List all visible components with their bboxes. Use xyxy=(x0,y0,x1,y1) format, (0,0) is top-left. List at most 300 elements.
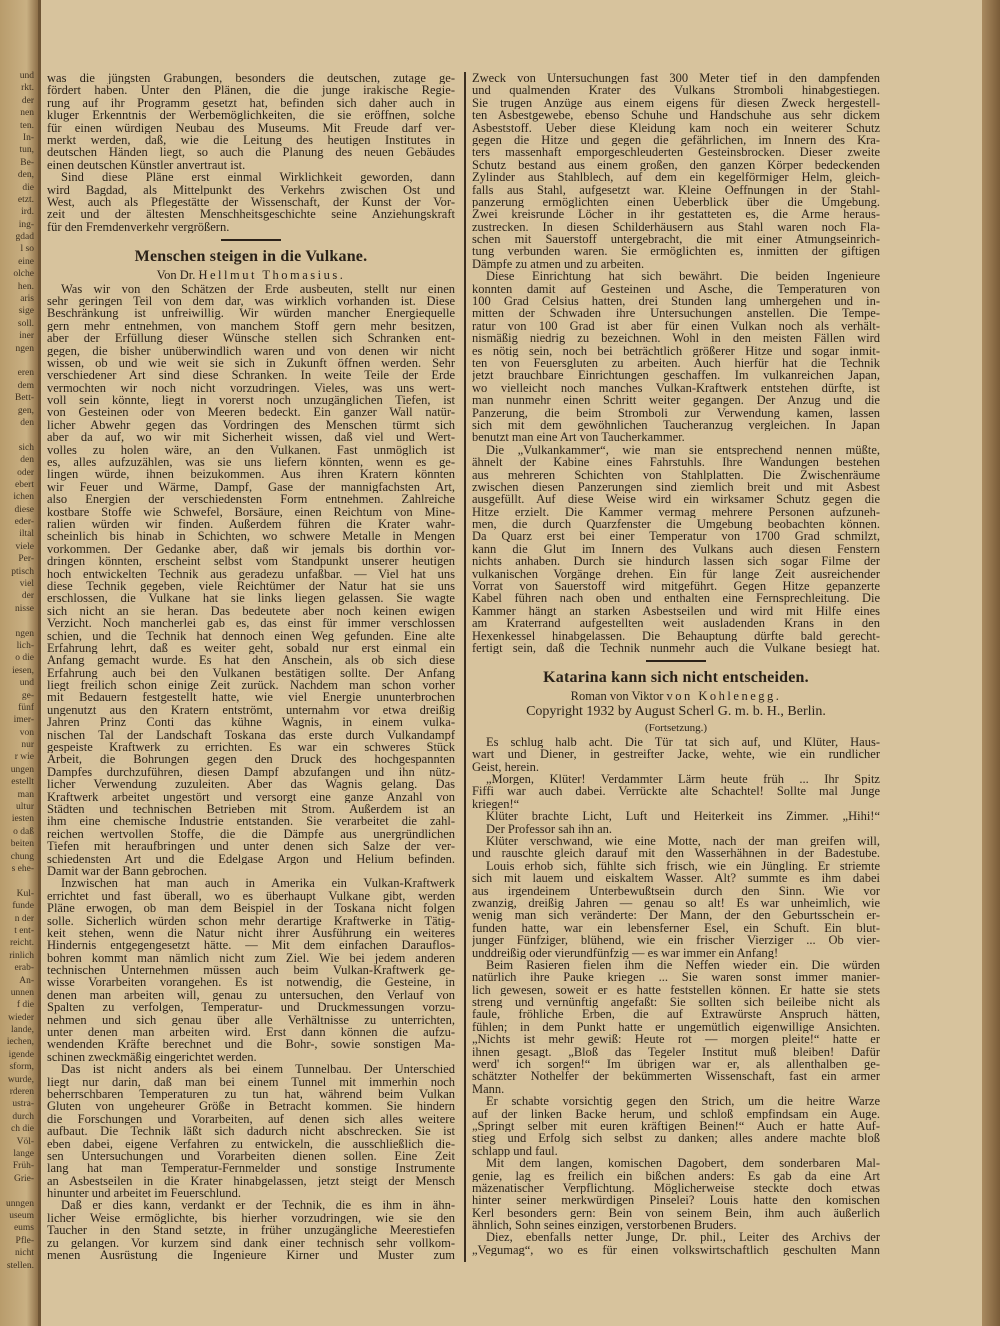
text-line: tung verbunden waren. Sie ermöglichten es, inmitten der giftigen xyxy=(472,245,880,258)
paragraph xyxy=(472,835,880,860)
text-fragment: ptisch xyxy=(11,566,34,577)
text-fragment: ngen xyxy=(15,628,34,639)
text-fragment: An- xyxy=(19,975,34,986)
text-fragment: chung xyxy=(10,851,34,862)
text-line: Tiefen mit heraufbringen und unter denen sich Salze der ver- xyxy=(47,840,455,853)
text-fragment: s ehe- xyxy=(11,864,34,874)
text-fragment: man xyxy=(17,789,34,800)
text-line: Jahren Prinz Conti das kühne Wagnis, in einem vulka- xyxy=(47,716,455,729)
paragraph xyxy=(47,1199,455,1261)
text-line: Pläne erwogen, ob man dem Beispiel in der Toskana nicht folgen xyxy=(47,902,455,915)
continuation-note: (Fortsetzung.) xyxy=(644,721,707,734)
text-line: gespeiste Kraftwerk zu errichten. Es war ein schweres Stück xyxy=(47,741,455,754)
text-line: Städten und technischen Betrieben mit Strom. Außerdem ist an xyxy=(47,802,455,816)
text-fragment: funde xyxy=(12,901,34,912)
text-fragment: den, xyxy=(17,170,34,181)
text-fragment: nur xyxy=(21,740,34,751)
left-column xyxy=(47,72,455,1261)
text-line: „Springt selber mit euren kräftigen Beinen!“ Auch er hatte Auf- xyxy=(472,1119,880,1133)
text-line: Hexenkessel hinabgelassen. Die Behauptung dürfte bald gerecht- xyxy=(472,629,880,642)
text-line: Diese Einrichtung hat sich bewährt. Die beiden Ingenieure xyxy=(486,270,880,283)
text-line: Die „Vulkankammer“, wie man sie entsprechend nennen müßte, xyxy=(486,443,880,457)
text-line: Klüter brachte Licht, Luft und Heiterkeit ins Zimmer. „Hihi!“ xyxy=(486,810,880,823)
text-fragment: Kul- xyxy=(16,888,34,899)
text-fragment: eine xyxy=(18,256,34,267)
text-fragment: n der xyxy=(14,913,34,924)
text-line: unter denen man arbeiten wird. Erst dann können die aufzu- xyxy=(47,1026,455,1039)
author-name: Hellmut Thomasius. xyxy=(198,267,346,282)
text-line: werd' ich sorgen!“ Im übrigen war er, als allenthalben ge- xyxy=(472,1058,880,1071)
text-line: und rauschte gleich darauf mit den Wasserhähnen in der Badestube. xyxy=(472,847,880,860)
text-fragment: Pfle- xyxy=(15,1235,34,1246)
text-fragment xyxy=(0,355,34,367)
text-fragment: rinlich xyxy=(9,950,34,961)
text-line: lich gewesen, soweit er es hatte feststellen können. Er hatte sie stets xyxy=(472,983,880,997)
text-line: schiedensten Art und die Edelgase Argon und Helium befinden. xyxy=(47,852,455,865)
text-fragment: igende xyxy=(8,1049,34,1060)
text-line: wart und Diener, in gestreifter Jacke, wehte, wie ein rundlicher xyxy=(472,748,880,761)
text-line: faule, fröhliche Erben, die auf Extrawürste Anspruch hätten, xyxy=(472,1008,880,1021)
paragraph xyxy=(472,810,880,822)
text-line: scheinlich bis hinab in Schichten, wo schwere Metalle in Mengen xyxy=(47,530,455,543)
text-fragment: lange xyxy=(13,1148,34,1159)
text-line: dringen könnten, erscheint selbst vom Standpunkt unserer heutigen xyxy=(47,555,455,568)
text-line: Mit dem langen, komischen Dagobert, dem sonderbaren Mal- xyxy=(486,1157,880,1170)
text-line: Panzerung, die beim Stromboli zur Verwendung kamen, lassen xyxy=(472,406,880,419)
text-fragment: iechen, xyxy=(6,1037,34,1048)
text-line: Beschränkung ist unfreiwillig. Wir würden mancher Energiequelle xyxy=(47,307,455,320)
text-fragment: beiten xyxy=(10,839,34,850)
text-fragment: iesten xyxy=(11,814,34,825)
article-byline xyxy=(47,268,455,283)
text-line: konnten damit auf Gesteinen und Asche, die Temperaturen von xyxy=(472,282,880,296)
text-line: Dampfes durchzuführen, diesen Dampf abzufangen und ihn nütz- xyxy=(47,765,455,779)
text-fragment: iner xyxy=(19,331,34,342)
text-fragment: ten. xyxy=(20,120,34,131)
text-line: Der Professor sah ihn an. xyxy=(486,822,613,835)
text-line: Erfahrung auch bei den Vulkanen bestätigen sollte. Der Anfang xyxy=(47,666,455,680)
text-line: Asbeststoff. Ueber diese Kleidung kam noch ein weiterer Schutz xyxy=(472,121,880,134)
text-line: ten Asbestgewebe, ebenso Schuhe und Handschuhe aus sehr dickem xyxy=(472,109,880,122)
paragraph xyxy=(472,270,880,443)
text-line: ters massenhaft emporgeschleuderten Gesteinsbrocken. Dieser zweite xyxy=(472,146,880,159)
text-fragment: wieder xyxy=(8,1012,34,1023)
text-line: licher Weise ermöglichte, bis hierher vorzudringen, wie sie den xyxy=(47,1211,455,1225)
text-line: einen deutschen Künstler anvertraut ist. xyxy=(47,158,246,172)
text-line: Beim Rasieren fielen ihm die Neffen wieder ein. Die würden xyxy=(486,958,880,972)
text-line: ausgefüllt. Auf diese Weise wird ein wirksamer Schutz gegen die xyxy=(472,493,880,506)
text-line: Es schlug halb acht. Die Tür tat sich auf, und Klüter, Haus- xyxy=(486,735,880,749)
text-fragment: Per- xyxy=(18,554,34,565)
text-line: Schutz bestand aus einem großen, den ganzen Körper bedeckenden xyxy=(472,158,880,172)
text-line: Spalten zu verfolgen, Temperatur- und Druckmessungen vorzu- xyxy=(47,1001,455,1014)
text-fragment: der xyxy=(21,95,34,106)
text-fragment: fünf xyxy=(18,702,34,713)
text-line: wir Feuer und Wärme, Dampf, Gase der mannigfachsten Art, xyxy=(47,480,455,494)
text-line: die Forschungen und Vorarbeiten, auf denen sich alles weitere xyxy=(47,1112,455,1126)
byline-prefix: Roman von Viktor xyxy=(570,688,664,703)
text-fragment: den xyxy=(20,417,34,428)
text-line: hinunter und arbeitet im Feuerschlund. xyxy=(47,1187,242,1200)
text-line: Kabel führen nach oben und enthalten eine Fernsprechleitung. Die xyxy=(472,592,880,605)
text-fragment: durch xyxy=(12,1111,34,1122)
text-fragment: t ent- xyxy=(14,925,34,936)
paragraph xyxy=(472,736,880,773)
text-fragment: sform, xyxy=(9,1062,34,1073)
text-line: Anfang gemacht wurde. Es hat den Anschein, als ob sich diese xyxy=(47,654,455,667)
text-line: Inzwischen hat man auch in Amerika ein Vulkan-Kraftwerk xyxy=(61,877,455,890)
text-fragment: von xyxy=(19,727,34,738)
article-title: Menschen steigen in die Vulkane. xyxy=(134,247,368,265)
text-line: funden hatte, war ein lebensferner Esel, ein Schuft. Ein blut- xyxy=(472,921,880,935)
text-fragment: l so xyxy=(20,244,34,255)
text-line: Da Quarz erst bei einer Temperatur von 1700 Grad schmilzt, xyxy=(472,530,880,543)
text-line: verschiedener Art sind diese Schranken. In weite Teile der Erde xyxy=(47,369,455,382)
text-fragment: nen xyxy=(20,108,34,119)
text-line: sehr geringen Teil von dem dar, was wirklich vorhanden ist. Diese xyxy=(47,294,455,308)
text-line: technischen Unternehmen müssen auch beim Vulkan-Kraftwerk ge- xyxy=(47,964,455,977)
text-fragment: den xyxy=(20,455,34,466)
text-fragment: Bett- xyxy=(15,393,34,404)
text-line: nichts anhaben. Durch sie hindurch lassen sich sogar Filme der xyxy=(472,555,880,568)
text-fragment: gen, xyxy=(17,405,34,416)
text-line: merkt werden, daß, wie die Leitung des heutigen Institutes in xyxy=(47,133,455,147)
text-line: ungenutzt aus den Kratern entströmt, unternahm vor etwa dreißig xyxy=(47,703,455,717)
text-line: kann die Glut im Innern des Vulkans auch diesen Fenstern xyxy=(472,542,880,556)
paragraph xyxy=(47,72,455,171)
text-line: liegt nur darin, daß man bei einem Tunnel mit immerhin noch xyxy=(47,1075,455,1088)
text-line: vermochten wir noch nicht vorzudringen. Vieles, was uns wert- xyxy=(47,381,455,395)
paragraph xyxy=(472,773,880,810)
text-fragment: der xyxy=(21,591,34,602)
paragraph xyxy=(47,283,455,878)
text-line: „Morgen, Klüter! Verdammter Lärm heute früh ... Ihr Spitz xyxy=(486,773,880,786)
text-line: 100 Grad Celsius hatten, drei Stunden lang umhergehen und in- xyxy=(472,295,880,308)
text-line: unddreißig oder vierundfünfzig — es war immer ein Anfang! xyxy=(472,946,779,959)
text-line: natürlich ihre Pauke kriegen ... Sie waren sonst immer manier- xyxy=(472,971,880,984)
paragraph xyxy=(472,444,880,655)
text-line: West, auch als Pflegestätte der Wissenschaft, der Kunst der Vor- xyxy=(47,195,455,209)
text-fragment: estellt xyxy=(11,777,34,788)
text-line: beherrschbaren Temperaturen zu tun hat, während beim Vulkan xyxy=(47,1087,455,1101)
text-line: deutschen Händen liegt, so auch die Planung des neuen Gebäudes xyxy=(47,146,455,159)
text-line: eben dabei, eigene Verfahren zu entwickeln, die ausschließlich die- xyxy=(47,1137,455,1150)
text-line: zwanzig, dreißig Jahren — genau so alt! Es war unheimlich, wie xyxy=(472,896,880,910)
text-line: Vorrat von Sauerstoff wird mitgeführt. Gegen Hitze gepanzerte xyxy=(472,580,880,593)
text-line: aus mehreren Schichten von Stahlplatten. Die Zwischenräume xyxy=(472,468,880,481)
text-line: panzerung ermöglichten einen Ueberblick über die Umgebung. xyxy=(472,195,880,209)
article-title: Katarina kann sich nicht entscheiden. xyxy=(543,668,809,686)
text-line: volles zu holen wäre, an den Vulkanen. Fast unmöglich ist xyxy=(47,443,455,457)
text-line: Louis erhob sich, fühlte sich frisch, wie ein Jüngling. Er striemte xyxy=(486,859,880,873)
text-fragment: diese xyxy=(14,504,34,515)
author-name: von Kohlenegg. xyxy=(666,688,782,703)
text-line: Erfahrung lehrt, daß es weiter geht, sobald nur erst einmal ein xyxy=(47,641,455,655)
text-line: Kerl besonders gern: Bein von seinem Bein, ihm auch äußerlich xyxy=(472,1206,880,1220)
text-line: junger Fünfziger, blühend, wie ein frischer Vierziger ... Ob vier- xyxy=(472,934,880,947)
text-line: streng und vernünftig angefaßt: Sie sollten sich beileibe nicht als xyxy=(472,996,880,1009)
text-line: Hitze erzielt. Die Kammer vermag mehrere Personen aufzuneh- xyxy=(472,505,880,519)
text-fragment xyxy=(0,1185,34,1197)
text-fragment: iesen, xyxy=(12,665,34,676)
text-line: hinter seiner merkwürdigen Pinselei? Louis hatte den komischen xyxy=(472,1194,880,1207)
text-line: Taucher in den Stand setzte, in früher unzugängliche Meerestiefen xyxy=(47,1224,455,1237)
text-line: wendenden Kräfte berechnet und die Bohr-, sowie sonstigen Ma- xyxy=(47,1038,455,1051)
text-line: jetzt brauchbare Einrichtungen geschaffen. Im vulkanreichen Japan, xyxy=(472,369,880,382)
text-fragment: lande, xyxy=(11,1025,34,1036)
text-line: nehmen und sich genau über alle Verhältnisse zu unterrichten, xyxy=(47,1013,455,1027)
text-line: es nötig sein, noch bei beträchtlich größerer Hitze und sogar inmit- xyxy=(472,344,880,357)
text-line: schen mit Sauerstoff untergebracht, die mit einer Atmungseinrich- xyxy=(472,233,880,246)
text-line: wissen, ob und wie weit sie sich in Zukunft öffnen werden. Sehr xyxy=(47,356,455,370)
text-line: wisse Vorarbeiten vorangehen. Es ist notwendig, die Gesteine, in xyxy=(47,976,455,989)
text-line: mäzenatischer Verpflichtung. Möglicherweise steckte doch etwas xyxy=(472,1181,880,1195)
text-line: Diez, ebenfalls netter Junge, Dr. phil., Leiter des Archivs der xyxy=(486,1231,880,1244)
text-line: zeit und der ältesten Menschheitsgeschichte seine Anziehungskraft xyxy=(47,208,455,221)
text-line: fördert haben. Unter den Plänen, die die junge irakische Regie- xyxy=(47,84,455,97)
text-fragment: Früh- xyxy=(12,1161,34,1172)
text-fragment: ustra- xyxy=(12,1099,34,1110)
text-line: von Gesteinen oder von Meeren bedeckt. Ein ganzer Wall natür- xyxy=(47,406,455,419)
text-fragment: oder xyxy=(17,467,34,478)
text-line: Geist, herein. xyxy=(472,760,539,774)
text-line: Dämpfe zu atmen und zu arbeiten. xyxy=(472,257,645,271)
paragraph xyxy=(472,959,880,1095)
text-line: mit Bedauern festgestellt hatte, wie viel Energie ununterbrochen xyxy=(47,691,455,704)
text-fragment: ird. xyxy=(21,207,34,218)
text-line: benutzt man eine Art von Taucherkammer. xyxy=(472,431,685,444)
paragraph xyxy=(47,1063,455,1199)
paragraph xyxy=(472,1231,880,1256)
text-line: bohren kommt man nämlich nicht zum Ziel. Wie bei jedem anderen xyxy=(47,951,455,965)
text-fragment: olche xyxy=(13,269,34,280)
text-fragment: gdad xyxy=(15,232,34,243)
text-line: falls aus Stahl, aufgesetzt war. Kleine Oeffnungen in der Stahl- xyxy=(472,183,880,196)
text-line: rung auf ihr Programm gesetzt hat, befinden sich daher auch in xyxy=(47,96,455,110)
text-fragment: und xyxy=(19,678,34,689)
text-line: aus irgendeinem Unterbewußtsein durch den Sinn. Wie vor xyxy=(472,884,880,897)
text-fragment: tun, xyxy=(19,145,34,156)
text-line: errichtet und fast überall, wo es überhaupt Vulkane gibt, werden xyxy=(47,889,455,903)
text-line: kluger Erkenntnis der Werbemöglichkeiten, die sie eröffnen, solche xyxy=(47,109,455,122)
text-line: diese Technik gegeben, viele Reichtümer der Natur hat sie uns xyxy=(47,579,455,593)
text-line: nischen Tal der Landschaft Toskana das erste durch Vulkandampf xyxy=(47,728,455,742)
text-fragment: ngen xyxy=(15,343,34,354)
text-line: voll sein könnte, liegt in vorerst noch unzugänglichen Tiefen, ist xyxy=(47,394,455,407)
text-fragment: lich- xyxy=(16,640,34,651)
text-line: keit stehen, wenn die Natur nicht ihrer Ausführung ein weiteres xyxy=(47,926,455,940)
text-fragment: erab- xyxy=(14,963,34,974)
text-line: Sind diese Pläne erst einmal Wirklichkeit geworden, dann xyxy=(61,171,455,184)
text-fragment: ge- xyxy=(21,690,34,701)
text-fragment: eums xyxy=(13,1223,34,1234)
text-line: sich nicht an sie heran. Das bedeutete aber noch keinen ewigen xyxy=(47,604,455,618)
column-divider xyxy=(464,72,466,1262)
text-line: lingen würde, ihnen beizukommen. Aus ihren Kratern könnten xyxy=(47,468,455,481)
text-fragment: stellen. xyxy=(6,1260,34,1271)
text-fragment: useum xyxy=(9,1210,34,1221)
text-line: vorkommen. Der Gedanke aber, daß wir jemals bis dorthin vor- xyxy=(47,542,455,556)
text-fragment: viel xyxy=(19,579,34,590)
text-line: Was wir von den Schätzen der Erde ausbeuten, stellt nur einen xyxy=(61,282,455,295)
text-line: ihm eine chemische Industrie entstanden. Sie verarbeitet die zahl- xyxy=(47,815,455,828)
text-line: was die jüngsten Grabungen, besonders die deutschen, zutage ge- xyxy=(47,72,455,85)
text-line: licher Verwendung zuzuleiten. Aber das Wagnis gelang. Das xyxy=(47,778,455,791)
text-fragment: f die xyxy=(16,1000,34,1011)
text-fragment: unngen xyxy=(6,1198,34,1209)
text-line: fühlen; in dem Punkt hatte er ungemütlich eigenwillige Ansichten. xyxy=(472,1020,880,1034)
text-fragment: aris xyxy=(20,294,34,305)
text-fragment: o daß xyxy=(13,826,34,837)
text-line: schätzter Nothelfer der bekümmerten Wissenschaft, fast ein armer xyxy=(472,1070,880,1083)
text-line: sich mit lauem und eiskaltem Wasser. Alt? summte es ihm dabei xyxy=(472,872,880,885)
text-line: lang hat man Temperatur-Fernmelder und sonstige Instrumente xyxy=(47,1162,455,1175)
text-line: menen Ausrüstung die Ingenieure Kirner und Muster zum xyxy=(47,1249,455,1262)
section-divider xyxy=(646,660,706,662)
text-line: stieg und Erfolg sich selbst zu danken; alles andere machte bloß xyxy=(472,1132,880,1145)
text-line: auf der linken Backe herum, und schloß empfindsam ein Auge. xyxy=(472,1107,880,1120)
text-line: kriegen!“ xyxy=(472,797,520,811)
text-fragment: sich xyxy=(18,442,34,453)
text-line: Damit war der Bann gebrochen. xyxy=(47,864,208,878)
text-line: schien, und die Technik hat dennoch einen Weg gefunden. Eine alte xyxy=(47,629,455,642)
text-fragment: ultur xyxy=(16,802,34,813)
text-fragment: Be- xyxy=(20,157,34,168)
text-fragment: Grie- xyxy=(13,1173,34,1184)
text-line: liegt freilich schon einige Zeit zurück. Nachdem man schon vorher xyxy=(47,679,455,692)
text-line: für den Fremdenverkehr vergrößern. xyxy=(47,220,230,234)
text-line: wenig man sich veränderte: Der Mann, der den Geburtsschein er- xyxy=(472,909,880,922)
paragraph xyxy=(47,877,455,1063)
text-line: Zwei kreisrunde Löcher in ihr gestatteten es, die Arme heraus- xyxy=(472,208,880,221)
text-line: aufbaut. Die Technik läßt sich dadurch nicht abschrecken. Sie ist xyxy=(47,1125,455,1138)
text-fragment: iltal xyxy=(19,529,34,540)
text-line: ten von Feuersgluten zu arbeiten. Auch hierfür hat die Technik xyxy=(472,356,880,370)
text-line: Hindernis entgegengesetzt hätte. — Mit dem einfachen Darauflos- xyxy=(47,939,455,952)
text-line: an Asbestseilen in die Krater hinabgelassen, jetzt steigt der Mensch xyxy=(47,1174,455,1188)
text-fragment: In- xyxy=(22,132,34,143)
text-line: ralien würden wir finden. Außerdem führen die Krater wahr- xyxy=(47,518,455,531)
text-line: „Nichts ist mehr gewiß: Heute rot — morgen pleite!“ hatte er xyxy=(472,1033,880,1046)
text-line: Daß er dies kann, verdankt er der Technik, die es ihm in ähn- xyxy=(61,1199,455,1212)
paragraph xyxy=(472,1095,880,1157)
text-line: und qualmenden Krater des Vulkans Stromboli hinabgestiegen. xyxy=(472,84,880,97)
text-line: also Energien der verschiedensten Form entnehmen. Zahlreiche xyxy=(47,493,455,506)
text-line: gern mehr entnehmen, von manchem Stoff gern mehr besitzen, xyxy=(47,319,455,333)
text-fragment: die xyxy=(22,182,34,193)
copyright-notice: Copyright 1932 by August Scherl G. m. b. H., Berlin. xyxy=(526,703,826,719)
text-fragment xyxy=(0,875,34,887)
text-fragment xyxy=(0,429,34,441)
page-edge xyxy=(982,0,1000,1326)
text-line: reichen wertvollen Stoffe, die die Dämpfe aus unergründlichen xyxy=(47,827,455,841)
paragraph xyxy=(472,823,880,835)
text-line: Arbeit, die Bohrungen gegen den Druck des hochgespannten xyxy=(47,753,455,766)
text-line: schinen zweckmäßig eingerichtet werden. xyxy=(47,1050,257,1064)
text-line: men, die durch Quarzfenster die Umgebung beobachten können. xyxy=(472,518,880,531)
text-line: Sie trugen Anzüge aus einem eigens für diesen Zweck hergestell- xyxy=(472,96,880,110)
text-line: ihnen gesagt. „Bloß das Tegeler Institut muß bleiben! Dafür xyxy=(472,1045,880,1059)
text-fragment: soll. xyxy=(17,318,34,329)
text-line: Kammer hängt an starken Asbestseilen und wird mit Hilfe eines xyxy=(472,604,880,618)
text-fragment: eder- xyxy=(14,517,34,528)
text-line: Kraftwerk arbeitet ungestört und versorgt eine ganze Anzahl von xyxy=(47,790,455,803)
text-line: sich mit dem gewöhnlichen Taucheranzug vergleichen. In Japan xyxy=(472,418,880,432)
text-fragment: nicht xyxy=(15,1248,34,1259)
text-fragment: wurde, xyxy=(7,1074,34,1085)
paragraph xyxy=(47,171,455,233)
text-line: wird Bagdad, als Mittelpunkt des Verkehrs zwischen Ost und xyxy=(47,183,455,196)
text-line: man nunmehr einen Schritt weiter gegangen. Der Anzug und die xyxy=(472,394,880,407)
text-fragment: nisse xyxy=(15,603,34,614)
text-line: schlapp und faul. xyxy=(472,1144,558,1158)
text-line: Klüter verschwand, wie eine Motte, nach der man greifen will, xyxy=(486,834,880,848)
facing-page-text-fragments xyxy=(0,70,34,1272)
text-line: zwischen diesen Panzerungen sind ziemlich breit und mit Asbest xyxy=(472,480,880,494)
text-fragment xyxy=(0,615,34,627)
byline-prefix: Von Dr. xyxy=(156,267,196,282)
text-line: solle. Sicherlich würden schon mehr derartige Kraftwerke in Tätig- xyxy=(47,914,455,927)
text-fragment: ichen xyxy=(13,492,34,503)
text-line: Das ist nicht anders als bei einem Tunnelbau. Der Unterschied xyxy=(61,1063,455,1076)
text-fragment: eren xyxy=(17,368,34,379)
text-fragment: ungen xyxy=(10,764,34,775)
right-column xyxy=(472,72,880,1256)
text-line: sen Untersuchungen und Vorarbeiten dienen sollen. Eine Zeit xyxy=(47,1149,455,1163)
text-fragment: Völ- xyxy=(16,1136,34,1147)
text-line: Gluten von ungeheurer Größe in Betracht kommen. Sie hindern xyxy=(47,1100,455,1113)
text-line: Mann. xyxy=(472,1082,505,1096)
text-line: Verzicht. Noch mancherlei gab es, das einst für immer verschlossen xyxy=(47,617,455,630)
text-fragment: ch die xyxy=(11,1124,34,1135)
text-line: hoch entwickelten Technik aus geradezu unfaßbar. — Viel hat uns xyxy=(47,567,455,580)
text-fragment: etzt. xyxy=(17,194,34,205)
text-fragment: und xyxy=(19,71,34,81)
text-fragment: imer- xyxy=(13,715,34,726)
book-spine xyxy=(38,0,41,1326)
text-line: „Vegumag“, wo es für einen volkswirtschaftlich geschulten Mann xyxy=(472,1243,880,1257)
text-fragment: unnen xyxy=(10,987,34,998)
text-line: Zweck von Untersuchungen fast 300 Meter tief in den dampfenden xyxy=(472,72,880,85)
text-line: zu gelangen. Vor kurzem sind dank einer technisch sehr vollkom- xyxy=(47,1236,455,1250)
text-line: genie, lag es freilich ein bißchen anders: Es gab da eine Art xyxy=(472,1169,880,1182)
text-line: vulkanischen Vorgänge drehen. Ein für lange Zeit ausreichender xyxy=(472,567,880,581)
text-line: aber da auf, wo wir mit Sicherheit wissen, daß viel und Wert- xyxy=(47,431,455,444)
text-line: ähnlich, Sohn seines einzigen, verstorbenen Bruders. xyxy=(472,1219,737,1232)
paragraph xyxy=(472,1157,880,1231)
text-line: aber der Erfüllung dieser Wünsche stellen sich Schranken ent- xyxy=(47,332,455,345)
text-line: ratur von 100 Grad ist aber für einen Vulkan noch als verhält- xyxy=(472,319,880,333)
text-fragment: o die xyxy=(15,653,34,664)
text-line: Er schabte vorsichtig gegen den Strich, um die heitre Warze xyxy=(486,1095,880,1108)
text-line: gegen, die bisher unüberwindlich waren und von denen wir nicht xyxy=(47,344,455,357)
text-fragment: rkt. xyxy=(21,83,34,94)
text-line: nismäßig niedrig zu bezeichnen. Wohl in den meisten Fällen wird xyxy=(472,332,880,345)
text-line: am Kraterrand aufgestellten weit ausladenden Krans in den xyxy=(472,617,880,630)
text-fragment: rderen xyxy=(9,1087,34,1098)
paragraph xyxy=(472,860,880,959)
paragraph xyxy=(472,72,880,270)
text-fragment: dem xyxy=(17,380,34,391)
section-divider xyxy=(221,239,281,241)
text-fragment: ing- xyxy=(18,219,34,230)
text-line: es, alles aufzuzählen, was sie uns liefern könnten, wenn es ge- xyxy=(47,456,455,469)
text-fragment: hen. xyxy=(17,281,34,292)
text-line: fertigt sein, daß die Technik nunmehr auch die Vulkane besiegt hat. xyxy=(472,641,880,655)
text-line: ähnelt der Kabine eines Fahrstuhls. Ihre Wandungen bestehen xyxy=(472,456,880,469)
text-line: wo vielleicht noch manches Vulkan-Kraftwerk entstehen dürfte, ist xyxy=(472,381,880,395)
text-line: erschlossen, die Vulkane hat sie links liegen gelassen. Sie wagte xyxy=(47,592,455,605)
